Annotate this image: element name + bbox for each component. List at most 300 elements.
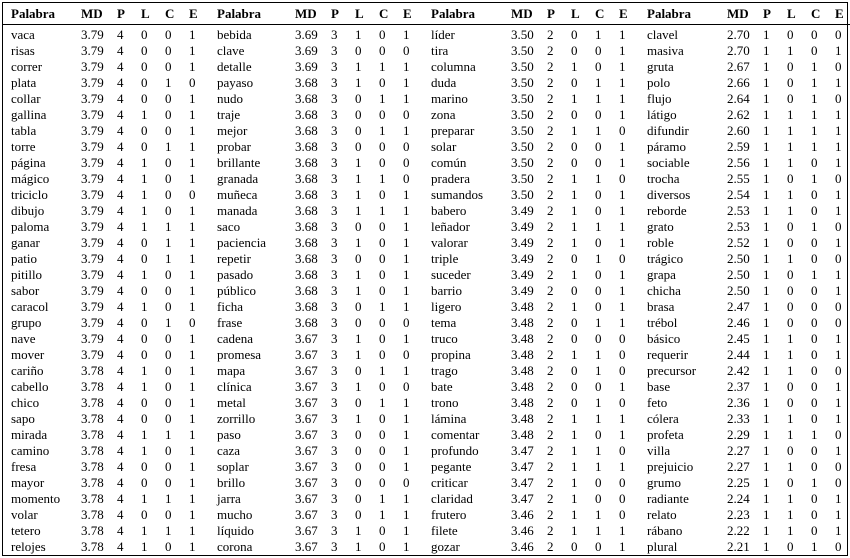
header-palabra-block-1: Palabra <box>3 3 75 25</box>
md-cell: 3.49 <box>511 235 534 250</box>
md-cell: 3.69 <box>295 27 318 42</box>
p-cell: 3 <box>331 91 338 106</box>
md-cell: 3.78 <box>81 395 104 410</box>
md-cell: 2.25 <box>727 475 750 490</box>
p-cell: 1 <box>763 491 770 506</box>
md-cell: 2.56 <box>727 155 750 170</box>
c-cell: 1 <box>379 59 386 74</box>
p-cell: 4 <box>117 43 124 58</box>
c-cell: 0 <box>165 187 172 202</box>
md-cell: 3.78 <box>81 507 104 522</box>
p-cell: 3 <box>331 315 338 330</box>
p-cell: 2 <box>547 475 554 490</box>
word-cell: duda <box>431 75 457 90</box>
e-cell: 1 <box>403 59 410 74</box>
e-cell: 1 <box>619 539 626 554</box>
e-cell: 1 <box>835 395 842 410</box>
table-row <box>3 235 850 251</box>
md-cell: 3.78 <box>81 427 104 442</box>
p-cell: 1 <box>763 443 770 458</box>
word-cell: plata <box>11 75 37 90</box>
word-cell: zona <box>431 107 456 122</box>
l-cell: 1 <box>355 203 362 218</box>
c-cell: 0 <box>165 331 172 346</box>
word-cell: fresa <box>11 459 37 474</box>
c-cell: 0 <box>595 283 602 298</box>
e-cell: 0 <box>189 75 196 90</box>
l-cell: 0 <box>355 507 362 522</box>
p-cell: 2 <box>547 203 554 218</box>
p-cell: 2 <box>547 331 554 346</box>
l-cell: 1 <box>787 491 794 506</box>
l-cell: 0 <box>787 267 794 282</box>
md-cell: 2.60 <box>727 123 750 138</box>
md-cell: 3.48 <box>511 299 534 314</box>
l-cell: 1 <box>571 427 578 442</box>
c-cell: 0 <box>165 267 172 282</box>
l-cell: 1 <box>141 491 148 506</box>
word-cell: polo <box>647 75 671 90</box>
l-cell: 0 <box>141 139 148 154</box>
l-cell: 1 <box>571 475 578 490</box>
l-cell: 0 <box>787 219 794 234</box>
word-cell: paciencia <box>217 235 267 250</box>
c-cell: 1 <box>165 491 172 506</box>
md-cell: 3.67 <box>295 331 318 346</box>
c-cell: 1 <box>811 427 818 442</box>
p-cell: 1 <box>763 411 770 426</box>
md-cell: 3.68 <box>295 107 318 122</box>
l-cell: 1 <box>571 59 578 74</box>
e-cell: 0 <box>403 43 410 58</box>
l-cell: 1 <box>141 379 148 394</box>
c-cell: 0 <box>379 411 386 426</box>
md-cell: 3.67 <box>295 507 318 522</box>
header-l-block-2: L <box>351 3 375 25</box>
l-cell: 0 <box>787 75 794 90</box>
p-cell: 3 <box>331 27 338 42</box>
l-cell: 1 <box>787 459 794 474</box>
c-cell: 0 <box>811 43 818 58</box>
l-cell: 0 <box>355 219 362 234</box>
l-cell: 1 <box>787 347 794 362</box>
e-cell: 1 <box>403 363 410 378</box>
md-cell: 3.48 <box>511 395 534 410</box>
word-cell: radiante <box>647 491 689 506</box>
l-cell: 0 <box>787 395 794 410</box>
header-l-block-4: L <box>783 3 807 25</box>
p-cell: 1 <box>763 75 770 90</box>
c-cell: 1 <box>595 363 602 378</box>
word-cell: público <box>217 283 256 298</box>
l-cell: 1 <box>787 331 794 346</box>
md-cell: 3.79 <box>81 139 104 154</box>
word-cell: página <box>11 155 46 170</box>
word-cell: feto <box>647 395 668 410</box>
table-row <box>3 155 850 171</box>
c-cell: 1 <box>595 123 602 138</box>
md-cell: 3.68 <box>295 171 318 186</box>
p-cell: 2 <box>547 43 554 58</box>
c-cell: 1 <box>811 91 818 106</box>
c-cell: 1 <box>165 139 172 154</box>
e-cell: 1 <box>403 491 410 506</box>
e-cell: 1 <box>619 91 626 106</box>
l-cell: 0 <box>355 315 362 330</box>
e-cell: 0 <box>835 475 842 490</box>
l-cell: 1 <box>141 443 148 458</box>
e-cell: 1 <box>619 27 626 42</box>
md-cell: 3.46 <box>511 539 534 554</box>
header-e-block-3: E <box>615 3 639 25</box>
word-cell: mucho <box>217 507 253 522</box>
l-cell: 0 <box>571 139 578 154</box>
table-row <box>3 427 850 443</box>
l-cell: 0 <box>787 283 794 298</box>
word-cell: grumo <box>647 475 681 490</box>
header-md-block-4: MD <box>721 3 759 25</box>
l-cell: 1 <box>355 235 362 250</box>
c-cell: 0 <box>165 459 172 474</box>
md-cell: 3.47 <box>511 443 534 458</box>
e-cell: 1 <box>189 411 196 426</box>
l-cell: 0 <box>571 283 578 298</box>
e-cell: 1 <box>835 75 842 90</box>
p-cell: 3 <box>331 363 338 378</box>
md-cell: 2.37 <box>727 379 750 394</box>
word-cell: trocha <box>647 171 680 186</box>
md-cell: 3.67 <box>295 363 318 378</box>
p-cell: 4 <box>117 523 124 538</box>
p-cell: 2 <box>547 75 554 90</box>
l-cell: 1 <box>787 507 794 522</box>
p-cell: 2 <box>547 411 554 426</box>
l-cell: 0 <box>141 283 148 298</box>
l-cell: 0 <box>787 91 794 106</box>
c-cell: 1 <box>379 507 386 522</box>
md-cell: 2.21 <box>727 539 750 554</box>
word-cell: triciclo <box>11 187 48 202</box>
p-cell: 3 <box>331 475 338 490</box>
word-cell: pradera <box>431 171 470 186</box>
header-e-block-4: E <box>831 3 850 25</box>
word-cell: collar <box>11 91 41 106</box>
p-cell: 1 <box>763 459 770 474</box>
e-cell: 1 <box>835 443 842 458</box>
c-cell: 0 <box>165 123 172 138</box>
l-cell: 1 <box>787 155 794 170</box>
md-cell: 2.53 <box>727 203 750 218</box>
word-cell: nave <box>11 331 36 346</box>
l-cell: 1 <box>141 219 148 234</box>
e-cell: 1 <box>619 459 626 474</box>
c-cell: 0 <box>379 443 386 458</box>
word-table-frame <box>2 2 848 556</box>
word-cell: comentar <box>431 427 480 442</box>
c-cell: 0 <box>379 75 386 90</box>
header-c-block-1: C <box>161 3 185 25</box>
word-cell: prejuicio <box>647 459 694 474</box>
l-cell: 0 <box>141 59 148 74</box>
e-cell: 0 <box>619 443 626 458</box>
table-row <box>3 363 850 379</box>
c-cell: 0 <box>811 331 818 346</box>
l-cell: 0 <box>787 235 794 250</box>
header-p-block-1: P <box>113 3 137 25</box>
l-cell: 1 <box>571 91 578 106</box>
l-cell: 1 <box>571 459 578 474</box>
p-cell: 4 <box>117 91 124 106</box>
word-cell: grapa <box>647 267 676 282</box>
c-cell: 1 <box>811 75 818 90</box>
e-cell: 0 <box>619 251 626 266</box>
c-cell: 1 <box>379 171 386 186</box>
md-cell: 2.50 <box>727 251 750 266</box>
l-cell: 0 <box>355 251 362 266</box>
word-cell: risas <box>11 43 35 58</box>
word-cell: chico <box>11 395 40 410</box>
p-cell: 2 <box>547 283 554 298</box>
md-cell: 2.29 <box>727 427 750 442</box>
p-cell: 3 <box>331 491 338 506</box>
l-cell: 1 <box>787 251 794 266</box>
p-cell: 1 <box>763 155 770 170</box>
word-cell: sapo <box>11 411 35 426</box>
word-cell: criticar <box>431 475 468 490</box>
e-cell: 1 <box>189 43 196 58</box>
p-cell: 3 <box>331 187 338 202</box>
c-cell: 0 <box>811 27 818 42</box>
md-cell: 3.79 <box>81 267 104 282</box>
c-cell: 1 <box>811 475 818 490</box>
e-cell: 0 <box>619 171 626 186</box>
e-cell: 1 <box>403 283 410 298</box>
word-cell: patio <box>11 251 37 266</box>
p-cell: 3 <box>331 379 338 394</box>
e-cell: 1 <box>619 235 626 250</box>
p-cell: 4 <box>117 315 124 330</box>
md-cell: 2.59 <box>727 139 750 154</box>
p-cell: 3 <box>331 299 338 314</box>
p-cell: 4 <box>117 331 124 346</box>
word-cell: bate <box>431 379 453 394</box>
word-cell: torre <box>11 139 36 154</box>
l-cell: 1 <box>571 523 578 538</box>
word-cell: ficha <box>217 299 243 314</box>
p-cell: 4 <box>117 59 124 74</box>
word-cell: pegante <box>431 459 472 474</box>
md-cell: 3.68 <box>295 203 318 218</box>
md-cell: 3.68 <box>295 299 318 314</box>
p-cell: 3 <box>331 331 338 346</box>
md-cell: 3.79 <box>81 187 104 202</box>
p-cell: 3 <box>331 155 338 170</box>
word-cell: correr <box>11 59 43 74</box>
md-cell: 3.67 <box>295 395 318 410</box>
l-cell: 1 <box>355 267 362 282</box>
p-cell: 2 <box>547 347 554 362</box>
e-cell: 0 <box>619 347 626 362</box>
word-cell: tetero <box>11 523 41 538</box>
l-cell: 1 <box>141 267 148 282</box>
c-cell: 1 <box>165 315 172 330</box>
l-cell: 0 <box>571 75 578 90</box>
md-cell: 2.64 <box>727 91 750 106</box>
e-cell: 1 <box>403 395 410 410</box>
e-cell: 1 <box>189 155 196 170</box>
p-cell: 3 <box>331 427 338 442</box>
word-cell: jarra <box>217 491 241 506</box>
e-cell: 1 <box>189 363 196 378</box>
word-cell: profundo <box>431 443 479 458</box>
l-cell: 1 <box>571 267 578 282</box>
table-row <box>3 75 850 91</box>
c-cell: 0 <box>595 107 602 122</box>
word-cell: líquido <box>217 523 254 538</box>
l-cell: 0 <box>355 107 362 122</box>
e-cell: 0 <box>835 459 842 474</box>
p-cell: 4 <box>117 139 124 154</box>
l-cell: 0 <box>355 123 362 138</box>
md-cell: 3.78 <box>81 491 104 506</box>
e-cell: 1 <box>189 347 196 362</box>
e-cell: 1 <box>619 203 626 218</box>
md-cell: 3.78 <box>81 363 104 378</box>
word-cell: flujo <box>647 91 672 106</box>
l-cell: 1 <box>141 155 148 170</box>
e-cell: 1 <box>835 283 842 298</box>
c-cell: 0 <box>165 59 172 74</box>
md-cell: 3.50 <box>511 155 534 170</box>
p-cell: 1 <box>763 283 770 298</box>
md-cell: 3.48 <box>511 347 534 362</box>
l-cell: 0 <box>355 299 362 314</box>
p-cell: 1 <box>763 395 770 410</box>
p-cell: 3 <box>331 59 338 74</box>
c-cell: 0 <box>595 491 602 506</box>
md-cell: 3.79 <box>81 315 104 330</box>
p-cell: 1 <box>763 123 770 138</box>
c-cell: 0 <box>379 379 386 394</box>
e-cell: 1 <box>403 427 410 442</box>
l-cell: 1 <box>571 347 578 362</box>
e-cell: 0 <box>835 363 842 378</box>
md-cell: 3.68 <box>295 267 318 282</box>
p-cell: 3 <box>331 459 338 474</box>
l-cell: 1 <box>355 187 362 202</box>
word-cell: gallina <box>11 107 47 122</box>
word-cell: plural <box>647 539 678 554</box>
e-cell: 0 <box>619 395 626 410</box>
word-cell: mirada <box>11 427 48 442</box>
p-cell: 3 <box>331 443 338 458</box>
word-cell: marino <box>431 91 468 106</box>
c-cell: 0 <box>379 475 386 490</box>
md-cell: 3.67 <box>295 379 318 394</box>
e-cell: 1 <box>835 491 842 506</box>
e-cell: 1 <box>189 251 196 266</box>
word-cell: mover <box>11 347 45 362</box>
e-cell: 0 <box>835 299 842 314</box>
e-cell: 1 <box>619 315 626 330</box>
table-row <box>3 475 850 491</box>
p-cell: 2 <box>547 315 554 330</box>
l-cell: 0 <box>141 251 148 266</box>
word-cell: paso <box>217 427 241 442</box>
c-cell: 0 <box>811 443 818 458</box>
md-cell: 3.47 <box>511 475 534 490</box>
word-cell: trágico <box>647 251 684 266</box>
p-cell: 1 <box>763 347 770 362</box>
md-cell: 3.46 <box>511 523 534 538</box>
l-cell: 0 <box>355 43 362 58</box>
word-cell: profeta <box>647 427 684 442</box>
e-cell: 1 <box>403 411 410 426</box>
e-cell: 1 <box>403 443 410 458</box>
p-cell: 3 <box>331 219 338 234</box>
word-cell: diversos <box>647 187 691 202</box>
word-cell: requerir <box>647 347 689 362</box>
e-cell: 1 <box>189 299 196 314</box>
word-cell: muñeca <box>217 187 258 202</box>
l-cell: 0 <box>787 59 794 74</box>
l-cell: 0 <box>141 411 148 426</box>
header-c-block-2: C <box>375 3 399 25</box>
l-cell: 0 <box>355 139 362 154</box>
e-cell: 1 <box>403 123 410 138</box>
md-cell: 2.47 <box>727 299 750 314</box>
md-cell: 2.50 <box>727 267 750 282</box>
table-row <box>3 539 850 555</box>
p-cell: 1 <box>763 91 770 106</box>
md-cell: 2.44 <box>727 347 750 362</box>
l-cell: 1 <box>787 139 794 154</box>
c-cell: 1 <box>165 75 172 90</box>
p-cell: 2 <box>547 267 554 282</box>
p-cell: 4 <box>117 475 124 490</box>
md-cell: 2.66 <box>727 75 750 90</box>
l-cell: 1 <box>571 187 578 202</box>
e-cell: 1 <box>835 331 842 346</box>
c-cell: 0 <box>379 43 386 58</box>
e-cell: 1 <box>835 379 842 394</box>
c-cell: 0 <box>165 507 172 522</box>
e-cell: 0 <box>619 363 626 378</box>
c-cell: 0 <box>165 539 172 554</box>
c-cell: 1 <box>595 219 602 234</box>
c-cell: 1 <box>595 251 602 266</box>
p-cell: 3 <box>331 123 338 138</box>
e-cell: 1 <box>835 235 842 250</box>
p-cell: 4 <box>117 203 124 218</box>
e-cell: 0 <box>403 379 410 394</box>
l-cell: 0 <box>355 459 362 474</box>
c-cell: 0 <box>595 59 602 74</box>
md-cell: 3.50 <box>511 91 534 106</box>
md-cell: 3.79 <box>81 203 104 218</box>
p-cell: 1 <box>763 235 770 250</box>
l-cell: 1 <box>141 187 148 202</box>
header-p-block-3: P <box>543 3 567 25</box>
md-cell: 3.67 <box>295 443 318 458</box>
l-cell: 1 <box>571 171 578 186</box>
p-cell: 3 <box>331 523 338 538</box>
l-cell: 1 <box>355 411 362 426</box>
p-cell: 4 <box>117 27 124 42</box>
c-cell: 0 <box>379 315 386 330</box>
e-cell: 0 <box>835 315 842 330</box>
p-cell: 3 <box>331 251 338 266</box>
